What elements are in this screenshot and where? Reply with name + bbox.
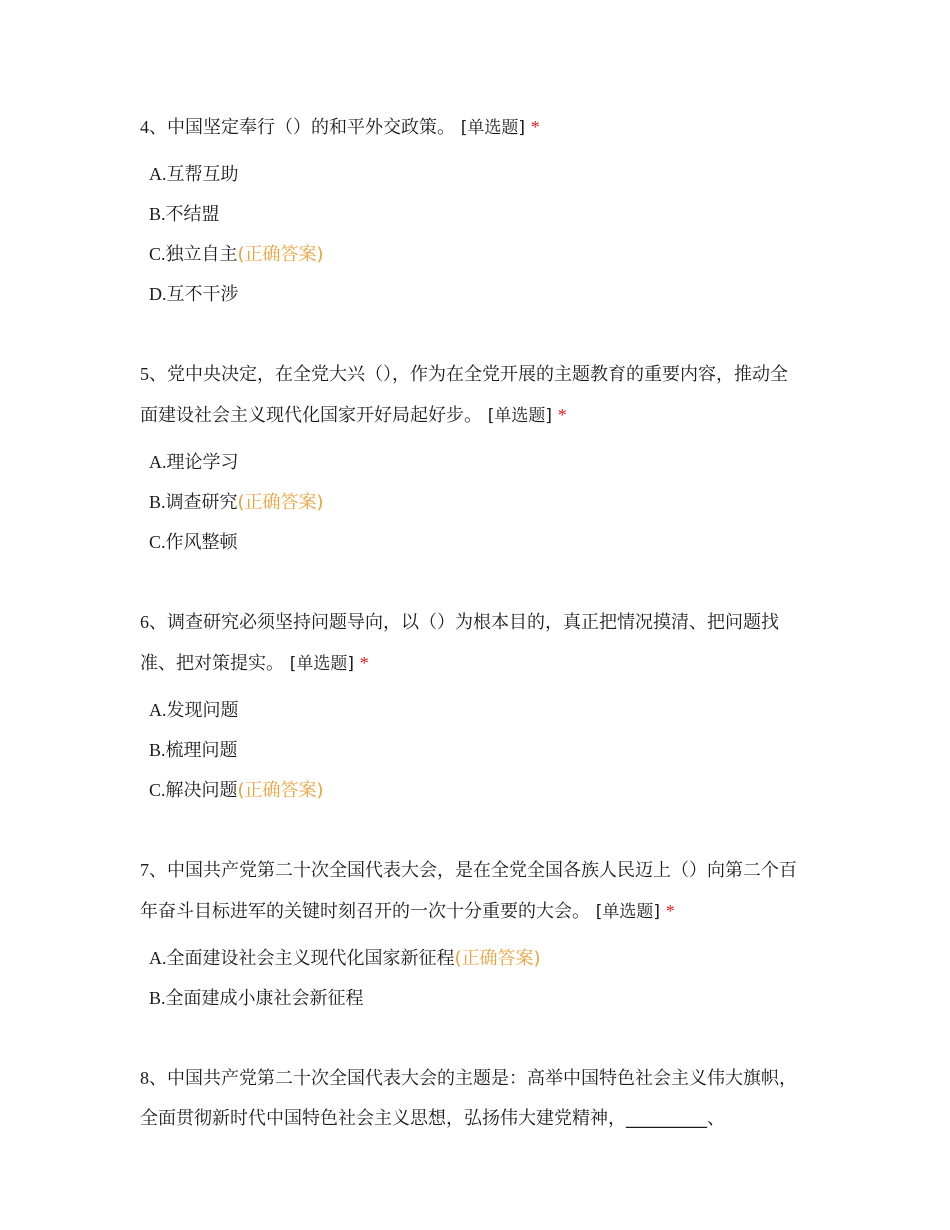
question-6	[140, 602, 805, 810]
option-letter: A.	[149, 452, 167, 472]
correct-answer-label: (正确答案)	[237, 244, 324, 265]
question-type-tag: [单选题]	[460, 118, 525, 138]
option-list	[140, 442, 805, 562]
question-text: 、中国共产党第二十次全国代表大会的主题是：高举中国特色社会主义伟大旗帜，全面贯彻新时代中国特色社会主义思想，弘扬伟大建党精神，_________、	[140, 1068, 797, 1129]
option-letter: B.	[149, 740, 166, 760]
question-number: 6	[140, 612, 149, 632]
option-letter: A.	[149, 948, 167, 968]
option-list	[140, 690, 805, 810]
question-number: 8	[140, 1068, 149, 1088]
option-text: 梳理问题	[165, 740, 238, 761]
question-title	[140, 354, 805, 436]
option-letter: C.	[149, 244, 166, 264]
correct-answer-label: (正确答案)	[237, 492, 324, 513]
correct-answer-label: (正确答案)	[237, 780, 324, 801]
correct-answer-label: (正确答案)	[454, 948, 541, 969]
question-8	[140, 1058, 805, 1139]
option-text: 作风整顿	[165, 532, 238, 553]
option-list	[140, 938, 805, 1018]
option-b	[140, 978, 805, 1018]
question-5	[140, 354, 805, 562]
question-number: 5	[140, 364, 149, 384]
required-mark: *	[557, 405, 567, 425]
option-text: 解决问题	[165, 780, 238, 801]
question-text: 、党中央决定，在全党大兴（），作为在全党开展的主题教育的重要内容，推动全面建设社会主义现代化国家开好局起好步。	[140, 364, 788, 426]
question-type-tag: [单选题]	[487, 406, 552, 426]
option-text: 发现问题	[166, 700, 239, 721]
option-letter: A.	[149, 164, 167, 184]
required-mark: *	[359, 653, 369, 673]
option-text: 不结盟	[165, 204, 220, 225]
option-c	[140, 522, 805, 562]
option-c	[140, 770, 805, 810]
required-mark: *	[665, 901, 675, 921]
option-d	[140, 274, 805, 314]
option-text: 互帮互助	[166, 164, 239, 185]
question-7	[140, 850, 805, 1018]
option-letter: B.	[149, 988, 166, 1008]
option-letter: B.	[149, 204, 166, 224]
option-letter: C.	[149, 532, 166, 552]
question-title	[140, 107, 805, 148]
option-list	[140, 154, 805, 314]
option-a	[140, 938, 805, 978]
question-type-tag: [单选题]	[289, 654, 354, 674]
option-c	[140, 234, 805, 274]
option-text: 全面建成小康社会新征程	[165, 988, 364, 1009]
option-letter: B.	[149, 492, 166, 512]
option-b	[140, 482, 805, 522]
option-letter: A.	[149, 700, 167, 720]
option-text: 理论学习	[166, 452, 239, 473]
option-text: 互不干涉	[166, 284, 239, 305]
option-text: 全面建设社会主义现代化国家新征程	[166, 948, 455, 969]
option-a	[140, 690, 805, 730]
question-type-tag: [单选题]	[595, 902, 660, 922]
question-text: 、中国共产党第二十次全国代表大会，是在全党全国各族人民迈上（）向第二个百年奋斗目标进军的关键时刻召开的一次十分重要的大会。	[140, 860, 797, 922]
option-letter: D.	[149, 284, 167, 304]
question-title	[140, 1058, 805, 1139]
option-letter: C.	[149, 780, 166, 800]
survey-document	[140, 107, 805, 1179]
option-a	[140, 442, 805, 482]
option-a	[140, 154, 805, 194]
question-text: 、中国坚定奉行（）的和平外交政策。	[149, 117, 455, 138]
option-text: 独立自主	[165, 244, 238, 265]
option-b	[140, 194, 805, 234]
option-text: 调查研究	[165, 492, 238, 513]
question-number: 4	[140, 117, 149, 137]
question-text: 、调查研究必须坚持问题导向，以（）为根本目的，真正把情况摸清、把问题找准、把对策提实。	[140, 612, 779, 674]
question-4	[140, 107, 805, 314]
question-title	[140, 602, 805, 684]
question-number: 7	[140, 860, 149, 880]
option-b	[140, 730, 805, 770]
question-title	[140, 850, 805, 932]
required-mark: *	[530, 117, 540, 137]
